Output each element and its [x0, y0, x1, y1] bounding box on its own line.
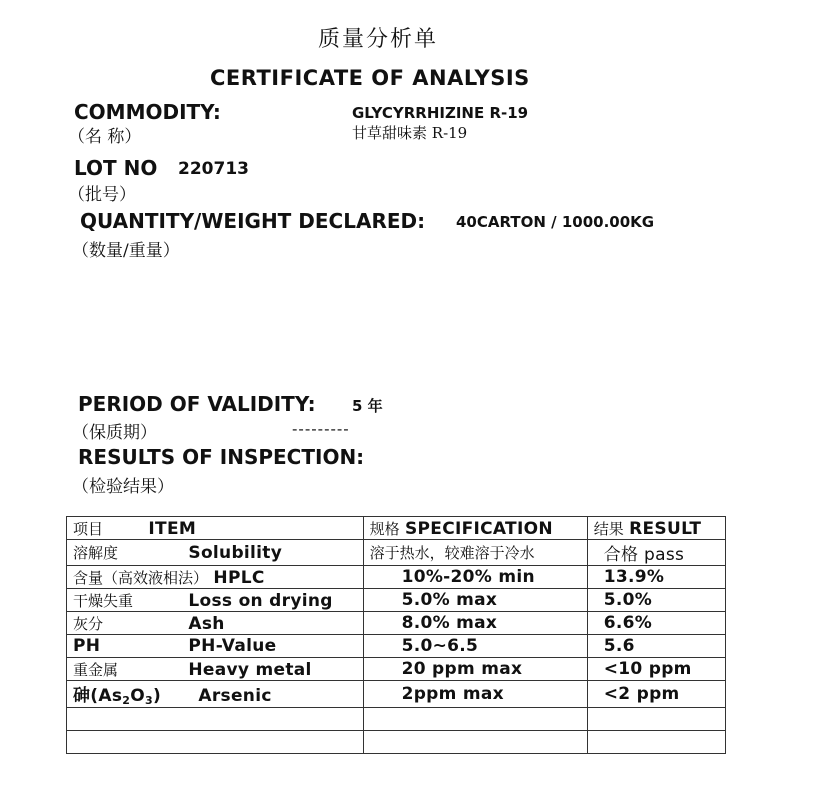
header-result-en: RESULT — [629, 518, 702, 539]
table-row — [67, 566, 726, 589]
validity-label: PERIOD OF VALIDITY: — [78, 392, 316, 416]
document-title: CERTIFICATE OF ANALYSIS — [210, 66, 530, 90]
table-row — [67, 540, 726, 566]
inspection-results-table — [66, 516, 726, 754]
header-result-cn: 结果 — [593, 519, 624, 538]
formula-oxygen: O — [130, 686, 145, 706]
item-cell — [67, 566, 364, 589]
item-cell — [67, 540, 364, 566]
item-en: Ash — [188, 613, 225, 634]
commodity-label: COMMODITY: — [74, 100, 221, 124]
formula-close: ) — [152, 686, 162, 706]
header-item-cell — [67, 517, 364, 540]
item-en: PH-Value — [188, 636, 277, 656]
quantity-value: 40CARTON / 1000.00KG — [456, 213, 655, 231]
commodity-value: GLYCYRRHIZINE R-19 — [352, 104, 529, 122]
table-row-empty — [67, 731, 726, 754]
item-cn: 砷(As — [73, 686, 123, 706]
table-row — [67, 635, 726, 658]
item-en: Heavy metal — [188, 659, 312, 680]
item-cn: 干燥失重 — [73, 591, 134, 610]
empty-cell — [587, 708, 725, 731]
result-cell: 6.6% — [587, 612, 725, 635]
results-label-cn: （检验结果） — [72, 477, 174, 497]
item-cn: 灰分 — [73, 614, 104, 633]
table-row — [67, 681, 726, 708]
header-item-en: ITEM — [148, 518, 197, 539]
item-cn: 重金属 — [73, 660, 119, 679]
result-cell: 13.9% — [587, 566, 725, 589]
quantity-label: QUANTITY/WEIGHT DECLARED: — [80, 209, 426, 233]
quantity-label-cn: （数量/重量） — [72, 241, 180, 261]
spec-cell: 5.0% max — [363, 589, 587, 612]
empty-cell — [67, 731, 364, 754]
result-cell: 5.6 — [587, 635, 725, 658]
lot-label-cn: （批号） — [68, 185, 136, 205]
result-cell — [587, 540, 725, 566]
empty-cell — [363, 708, 587, 731]
empty-cell — [363, 731, 587, 754]
formula-subscript-2: 3 — [144, 694, 153, 707]
header-spec-en: SPECIFICATION — [404, 518, 553, 539]
spec-cell: 5.0~6.5 — [363, 635, 587, 658]
item-cell — [67, 589, 364, 612]
header-spec-cn: 规格 — [369, 519, 400, 538]
table-row — [67, 612, 726, 635]
table-row — [67, 658, 726, 681]
item-cell — [67, 658, 364, 681]
item-cell — [67, 612, 364, 635]
table-row-empty — [67, 708, 726, 731]
empty-cell — [67, 708, 364, 731]
lot-label: LOT NO — [74, 156, 158, 180]
item-en: Loss on drying — [188, 590, 333, 611]
item-cell — [67, 681, 364, 708]
result-cell: <10 ppm — [587, 658, 725, 681]
spec-cell: 20 ppm max — [363, 658, 587, 681]
validity-dashes: --------- — [292, 420, 350, 438]
lot-value: 220713 — [178, 159, 249, 179]
spec-cell: 溶于热水，较难溶于冷水 — [363, 540, 587, 566]
result-cell: <2 ppm — [587, 681, 725, 708]
result-cell: 5.0% — [587, 589, 725, 612]
result-value: 合格 pass — [603, 545, 685, 565]
item-en: Arsenic — [198, 686, 272, 706]
validity-value: 5 年 — [352, 397, 383, 415]
spec-cell: 10%-20% min — [363, 566, 587, 589]
item-cn: 溶解度 — [73, 544, 119, 562]
commodity-label-cn: （名 称） — [68, 127, 142, 147]
spec-cell: 2ppm max — [363, 681, 587, 708]
header-item-cn: 项目 — [73, 519, 104, 538]
document-title-cn: 质量分析单 — [318, 27, 439, 52]
formula-subscript-1: 2 — [122, 694, 131, 707]
table-header-row — [67, 517, 726, 540]
item-en: HPLC — [213, 567, 265, 588]
item-cn: PH — [73, 636, 101, 656]
item-cn: 含量（高效液相法） — [73, 568, 209, 587]
table-row — [67, 589, 726, 612]
item-cn-formula — [73, 681, 193, 707]
empty-cell — [587, 731, 725, 754]
validity-label-cn: （保质期） — [72, 423, 157, 443]
item-en: Solubility — [188, 543, 283, 563]
commodity-value-cn: 甘草甜味素 R-19 — [352, 124, 468, 142]
results-label: RESULTS OF INSPECTION: — [78, 445, 365, 469]
spec-cell: 8.0% max — [363, 612, 587, 635]
item-cell — [67, 635, 364, 658]
header-result-cell — [587, 517, 725, 540]
header-spec-cell — [363, 517, 587, 540]
